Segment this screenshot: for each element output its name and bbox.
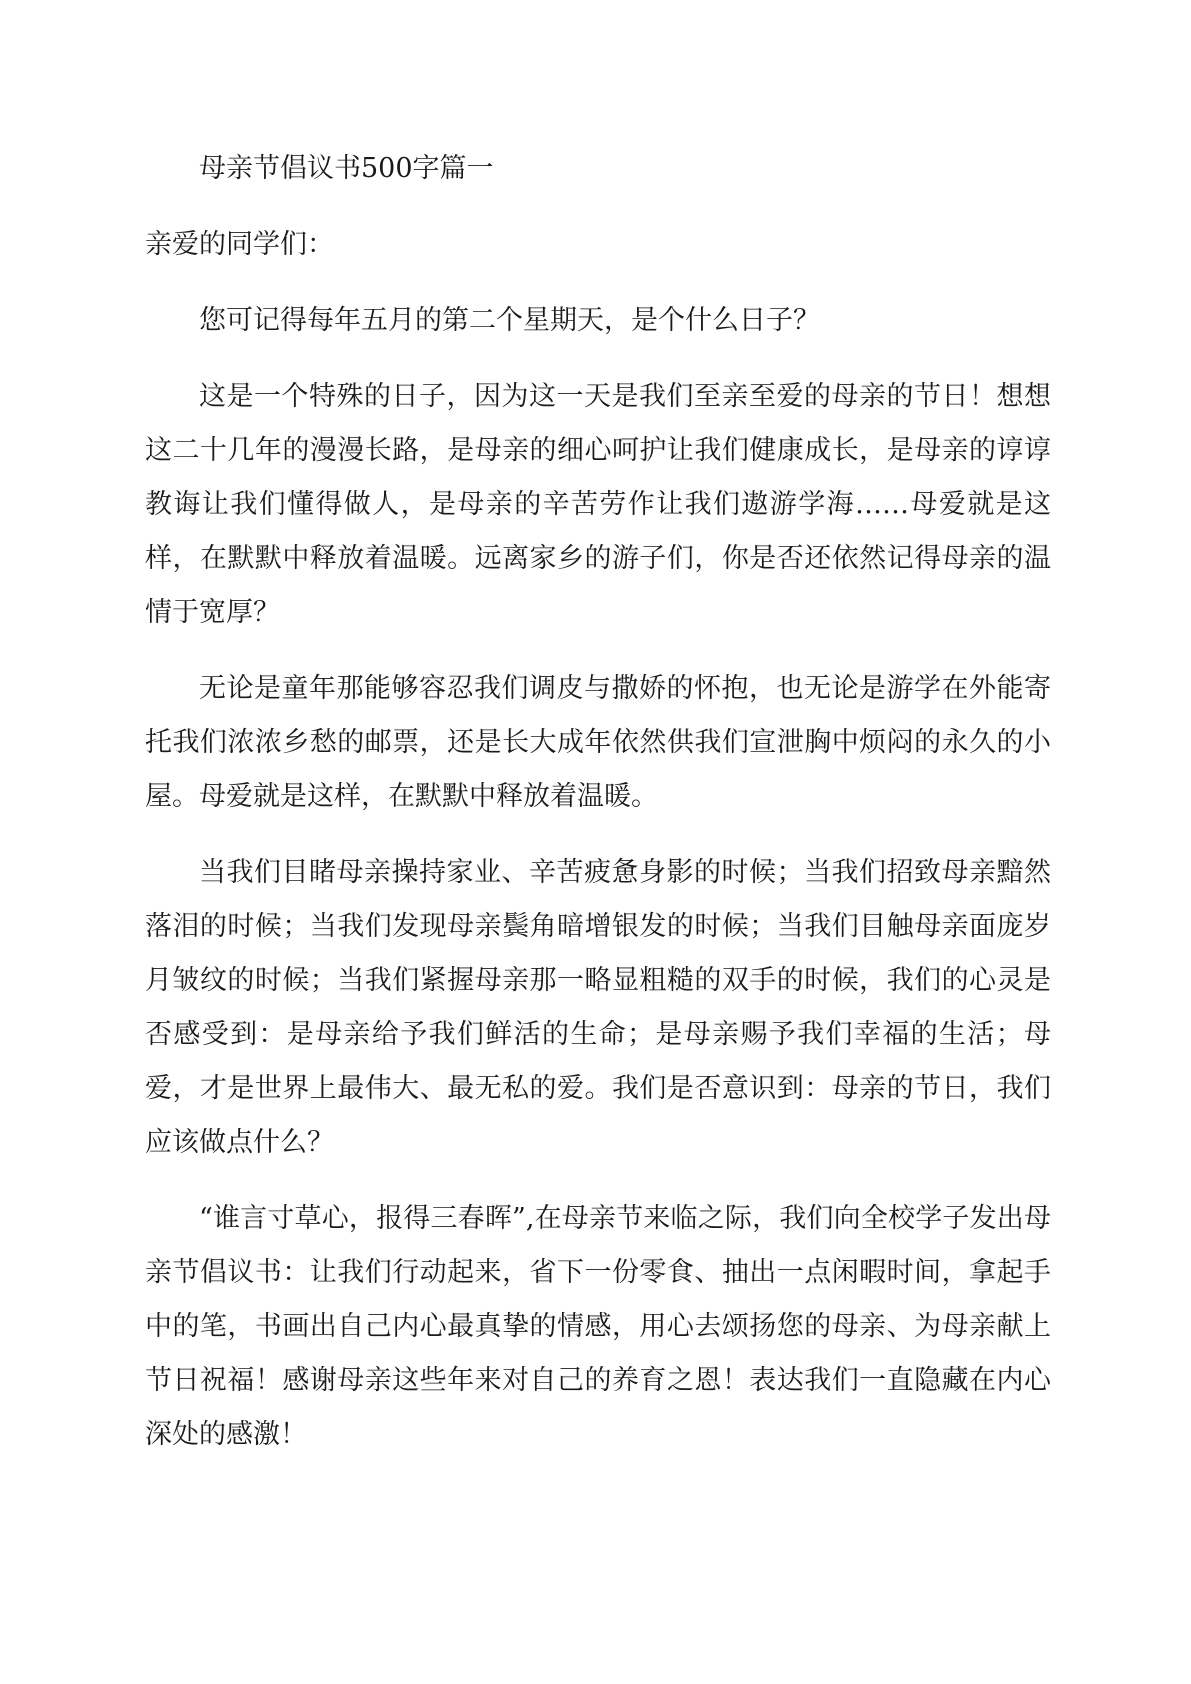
document-title: 母亲节倡议书500字篇一 (199, 153, 494, 184)
paragraph-special-day: 这是一个特殊的日子，因为这一天是我们至亲至爱的母亲的节日！想想这二十几年的漫漫长路，是母亲的细心呵护让我们健康成长，是母亲的谆谆教诲让我们懂得做人，是母亲的辛苦劳作让我们遨游学海……母爱就是这样，在默默中释放着温暖。远离家乡的游子们，你是否还依然记得母亲的温情于宽厚？ (145, 381, 1051, 628)
document-body (145, 142, 1051, 1462)
paragraph-question: 您可记得每年五月的第二个星期天，是个什么日子？ (199, 305, 820, 336)
paragraph-childhood: 无论是童年那能够容忍我们调皮与撒娇的怀抱，也无论是游学在外能寄托我们浓浓乡愁的邮票，还是长大成年依然供我们宣泄胸中烦闷的永久的小屋。母爱就是这样，在默默中释放着温暖。 (145, 673, 1051, 812)
salutation: 亲爱的同学们： (145, 229, 334, 260)
paragraph-proposal: “谁言寸草心，报得三春晖”,在母亲节来临之际，我们向全校学子发出母亲节倡议书：让我们行动起来，省下一份零食、抽出一点闲暇时间，拿起手中的笔，书画出自己内心最真挚的情感，用心去颂扬您的母亲、为母亲献上节日祝福！感谢母亲这些年来对自己的养育之恩！表达我们一直隐藏在内心深处的感激！ (145, 1203, 1051, 1450)
paragraph-when-we: 当我们目睹母亲操持家业、辛苦疲惫身影的时候；当我们招致母亲黯然落泪的时候；当我们发现母亲鬓角暗增银发的时候；当我们目触母亲面庞岁月皱纹的时候；当我们紧握母亲那一略显粗糙的双手的时候，我们的心灵是否感受到：是母亲给予我们鲜活的生命；是母亲赐予我们幸福的生活；母爱，才是世界上最伟大、最无私的爱。我们是否意识到：母亲的节日，我们应该做点什么？ (145, 857, 1051, 1158)
